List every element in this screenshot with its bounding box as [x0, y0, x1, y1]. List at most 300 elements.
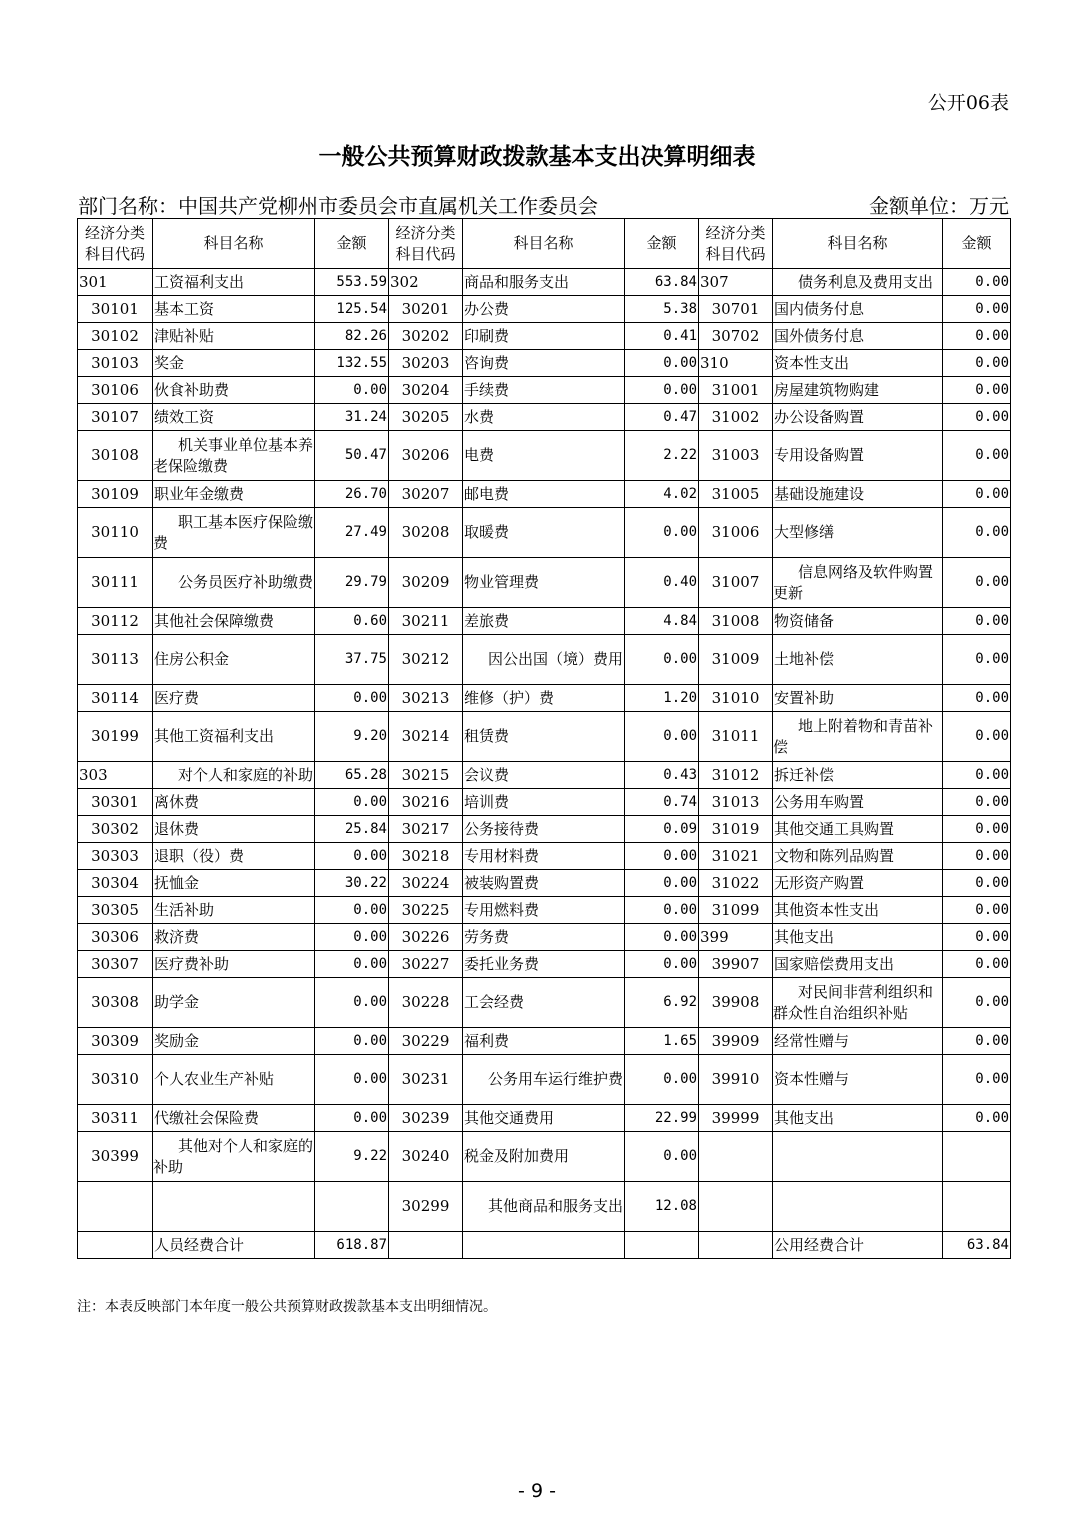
header-amount-2: 金额 — [625, 219, 699, 269]
cell-amount: 0.43 — [625, 762, 699, 789]
public-total-value: 63.84 — [943, 1232, 1011, 1259]
cell-code: 30112 — [78, 608, 153, 635]
cell-code: 30308 — [78, 978, 153, 1028]
cell-name: 商品和服务支出 — [463, 269, 625, 296]
cell-amount: 22.99 — [625, 1105, 699, 1132]
form-id: 公开06表 — [927, 92, 1009, 114]
cell-name: 职工基本医疗保险缴费 — [153, 508, 315, 558]
personnel-total-value: 618.87 — [315, 1232, 389, 1259]
cell-amount: 31.24 — [315, 404, 389, 431]
header-amount-1: 金额 — [315, 219, 389, 269]
cell-name: 医疗费 — [153, 685, 315, 712]
cell-amount: 0.60 — [315, 608, 389, 635]
cell-amount: 0.00 — [943, 712, 1011, 762]
cell-amount: 9.20 — [315, 712, 389, 762]
cell-amount: 0.00 — [315, 897, 389, 924]
cell-code: 30102 — [78, 323, 153, 350]
cell-name: 机关事业单位基本养老保险缴费 — [153, 431, 315, 481]
cell-name: 公务接待费 — [463, 816, 625, 843]
cell-name: 取暖费 — [463, 508, 625, 558]
cell-code — [699, 1132, 773, 1182]
cell-amount — [943, 1182, 1011, 1232]
cell-name: 工资福利支出 — [153, 269, 315, 296]
cell-amount: 9.22 — [315, 1132, 389, 1182]
cell-name: 对个人和家庭的补助 — [153, 762, 315, 789]
cell-name: 其他交通工具购置 — [773, 816, 943, 843]
cell-name: 物资储备 — [773, 608, 943, 635]
cell-name: 税金及附加费用 — [463, 1132, 625, 1182]
cell-amount: 0.00 — [943, 762, 1011, 789]
cell-code: 31019 — [699, 816, 773, 843]
cell-name: 委托业务费 — [463, 951, 625, 978]
cell-code: 30110 — [78, 508, 153, 558]
cell-amount: 125.54 — [315, 296, 389, 323]
cell-name: 退休费 — [153, 816, 315, 843]
cell-name: 工会经费 — [463, 978, 625, 1028]
cell-name — [153, 1182, 315, 1232]
table-header-row — [78, 219, 1011, 269]
cell-code: 30103 — [78, 350, 153, 377]
table-row — [78, 843, 1011, 870]
table-row — [78, 635, 1011, 685]
public-total-label: 公用经费合计 — [773, 1232, 943, 1259]
cell-amount: 0.00 — [315, 789, 389, 816]
cell-amount: 0.00 — [315, 843, 389, 870]
cell-code: 39910 — [699, 1055, 773, 1105]
cell-name: 办公费 — [463, 296, 625, 323]
cell-code: 31001 — [699, 377, 773, 404]
cell-name: 公务用车购置 — [773, 789, 943, 816]
table-row — [78, 296, 1011, 323]
cell-code: 30228 — [389, 978, 463, 1028]
cell-code: 30111 — [78, 558, 153, 608]
cell-name: 离休费 — [153, 789, 315, 816]
cell-amount: 0.00 — [315, 924, 389, 951]
cell-name: 手续费 — [463, 377, 625, 404]
header-name-1: 科目名称 — [153, 219, 315, 269]
cell-code: 30240 — [389, 1132, 463, 1182]
cell-name: 办公设备购置 — [773, 404, 943, 431]
cell-amount: 0.40 — [625, 558, 699, 608]
cell-name: 债务利息及费用支出 — [773, 269, 943, 296]
cell-amount: 0.00 — [943, 1105, 1011, 1132]
cell-amount: 0.00 — [315, 951, 389, 978]
cell-name: 房屋建筑物购建 — [773, 377, 943, 404]
cell-name: 土地补偿 — [773, 635, 943, 685]
cell-name: 其他对个人和家庭的补助 — [153, 1132, 315, 1182]
cell-amount: 0.00 — [943, 870, 1011, 897]
table-row — [78, 951, 1011, 978]
totals-row — [78, 1232, 1011, 1259]
cell-amount: 0.00 — [625, 870, 699, 897]
cell-name: 专用材料费 — [463, 843, 625, 870]
table-row — [78, 924, 1011, 951]
cell-name: 其他商品和服务支出 — [463, 1182, 625, 1232]
cell-amount — [315, 1182, 389, 1232]
cell-amount: 0.00 — [315, 685, 389, 712]
cell-name — [773, 1182, 943, 1232]
cell-code: 30231 — [389, 1055, 463, 1105]
table-row — [78, 816, 1011, 843]
table-row — [78, 870, 1011, 897]
cell-amount: 0.00 — [943, 924, 1011, 951]
cell-code: 30201 — [389, 296, 463, 323]
cell-code: 30239 — [389, 1105, 463, 1132]
cell-name: 资本性赠与 — [773, 1055, 943, 1105]
table-row — [78, 481, 1011, 508]
cell-code: 301 — [78, 269, 153, 296]
cell-name: 对民间非营利组织和群众性自治组织补贴 — [773, 978, 943, 1028]
cell-amount: 0.00 — [943, 481, 1011, 508]
cell-amount: 30.22 — [315, 870, 389, 897]
cell-name: 基本工资 — [153, 296, 315, 323]
cell-code: 30307 — [78, 951, 153, 978]
table-row — [78, 431, 1011, 481]
cell-code: 31021 — [699, 843, 773, 870]
cell-amount: 0.00 — [943, 789, 1011, 816]
cell-code: 31009 — [699, 635, 773, 685]
cell-amount: 1.20 — [625, 685, 699, 712]
cell-amount: 2.22 — [625, 431, 699, 481]
cell-code: 30209 — [389, 558, 463, 608]
cell-name: 其他交通费用 — [463, 1105, 625, 1132]
cell-amount: 0.00 — [625, 635, 699, 685]
cell-name: 咨询费 — [463, 350, 625, 377]
cell-name: 专用设备购置 — [773, 431, 943, 481]
table-row — [78, 269, 1011, 296]
table-row — [78, 897, 1011, 924]
cell-code: 307 — [699, 269, 773, 296]
cell-code: 39909 — [699, 1028, 773, 1055]
cell-code: 30306 — [78, 924, 153, 951]
cell-amount: 0.00 — [625, 1132, 699, 1182]
cell-amount: 0.00 — [625, 951, 699, 978]
cell-amount: 0.00 — [315, 377, 389, 404]
cell-code: 30199 — [78, 712, 153, 762]
cell-amount: 132.55 — [315, 350, 389, 377]
cell-code: 30108 — [78, 431, 153, 481]
cell-code: 310 — [699, 350, 773, 377]
header-amount-3: 金额 — [943, 219, 1011, 269]
cell-code: 30224 — [389, 870, 463, 897]
totals-blank — [625, 1232, 699, 1259]
table-row — [78, 978, 1011, 1028]
cell-name: 其他资本性支出 — [773, 897, 943, 924]
cell-amount: 1.65 — [625, 1028, 699, 1055]
cell-code: 31005 — [699, 481, 773, 508]
header-code-2: 经济分类科目代码 — [389, 219, 463, 269]
cell-name: 其他工资福利支出 — [153, 712, 315, 762]
cell-amount: 0.00 — [943, 635, 1011, 685]
cell-amount: 4.84 — [625, 608, 699, 635]
cell-code: 30213 — [389, 685, 463, 712]
cell-amount: 0.00 — [943, 431, 1011, 481]
cell-code: 31011 — [699, 712, 773, 762]
cell-amount: 0.00 — [943, 508, 1011, 558]
cell-name: 抚恤金 — [153, 870, 315, 897]
personnel-total-label: 人员经费合计 — [153, 1232, 315, 1259]
table-row — [78, 1132, 1011, 1182]
cell-amount: 0.09 — [625, 816, 699, 843]
table-row — [78, 377, 1011, 404]
cell-name: 专用燃料费 — [463, 897, 625, 924]
cell-amount: 0.00 — [943, 558, 1011, 608]
cell-amount: 0.00 — [315, 978, 389, 1028]
header-name-3: 科目名称 — [773, 219, 943, 269]
cell-code: 30217 — [389, 816, 463, 843]
cell-code: 31022 — [699, 870, 773, 897]
cell-code: 31002 — [699, 404, 773, 431]
cell-code: 39999 — [699, 1105, 773, 1132]
table-row — [78, 323, 1011, 350]
cell-amount: 0.00 — [625, 924, 699, 951]
amount-unit: 金额单位：万元 — [869, 194, 1009, 218]
cell-code: 31003 — [699, 431, 773, 481]
cell-amount: 0.00 — [943, 1028, 1011, 1055]
cell-name: 个人农业生产补贴 — [153, 1055, 315, 1105]
cell-name: 医疗费补助 — [153, 951, 315, 978]
totals-blank — [389, 1232, 463, 1259]
cell-code: 30204 — [389, 377, 463, 404]
header-code-1: 经济分类科目代码 — [78, 219, 153, 269]
cell-amount: 0.00 — [943, 897, 1011, 924]
cell-code: 31008 — [699, 608, 773, 635]
cell-name: 职业年金缴费 — [153, 481, 315, 508]
cell-amount: 0.00 — [943, 323, 1011, 350]
cell-code: 30702 — [699, 323, 773, 350]
table-row — [78, 685, 1011, 712]
cell-name: 文物和陈列品购置 — [773, 843, 943, 870]
cell-code — [78, 1182, 153, 1232]
cell-code: 31099 — [699, 897, 773, 924]
cell-amount: 12.08 — [625, 1182, 699, 1232]
cell-name: 物业管理费 — [463, 558, 625, 608]
cell-name: 信息网络及软件购置更新 — [773, 558, 943, 608]
cell-name: 国内债务付息 — [773, 296, 943, 323]
cell-code: 30106 — [78, 377, 153, 404]
cell-amount: 6.92 — [625, 978, 699, 1028]
cell-code: 30215 — [389, 762, 463, 789]
cell-name: 印刷费 — [463, 323, 625, 350]
cell-name: 其他支出 — [773, 924, 943, 951]
cell-name — [773, 1132, 943, 1182]
cell-name: 奖金 — [153, 350, 315, 377]
cell-amount: 4.02 — [625, 481, 699, 508]
cell-amount: 0.00 — [625, 897, 699, 924]
table-body — [78, 269, 1011, 1232]
cell-amount: 0.00 — [943, 404, 1011, 431]
cell-code: 30216 — [389, 789, 463, 816]
cell-amount: 0.00 — [625, 350, 699, 377]
cell-amount: 0.00 — [943, 350, 1011, 377]
cell-name: 国外债务付息 — [773, 323, 943, 350]
cell-code: 302 — [389, 269, 463, 296]
cell-name: 培训费 — [463, 789, 625, 816]
cell-amount: 0.00 — [943, 843, 1011, 870]
cell-code: 31006 — [699, 508, 773, 558]
cell-code: 30304 — [78, 870, 153, 897]
cell-amount: 0.00 — [943, 269, 1011, 296]
cell-amount: 0.00 — [625, 377, 699, 404]
table-row — [78, 404, 1011, 431]
cell-name: 退职（役）费 — [153, 843, 315, 870]
cell-name: 租赁费 — [463, 712, 625, 762]
cell-code: 30701 — [699, 296, 773, 323]
cell-code: 30399 — [78, 1132, 153, 1182]
cell-code: 30214 — [389, 712, 463, 762]
cell-amount: 0.00 — [315, 1105, 389, 1132]
cell-code: 30205 — [389, 404, 463, 431]
cell-code: 30202 — [389, 323, 463, 350]
cell-name: 生活补助 — [153, 897, 315, 924]
cell-code — [699, 1182, 773, 1232]
cell-name: 公务员医疗补助缴费 — [153, 558, 315, 608]
expenditure-table — [77, 218, 1011, 1259]
table-row — [78, 1055, 1011, 1105]
table-row — [78, 762, 1011, 789]
cell-code: 30203 — [389, 350, 463, 377]
table-row — [78, 1028, 1011, 1055]
cell-code: 30303 — [78, 843, 153, 870]
cell-code: 31013 — [699, 789, 773, 816]
cell-code: 30311 — [78, 1105, 153, 1132]
page-title: 一般公共预算财政拨款基本支出决算明细表 — [318, 144, 756, 170]
cell-amount: 0.47 — [625, 404, 699, 431]
cell-name: 住房公积金 — [153, 635, 315, 685]
cell-name: 伙食补助费 — [153, 377, 315, 404]
cell-code: 399 — [699, 924, 773, 951]
cell-code: 30309 — [78, 1028, 153, 1055]
table-note: 注：本表反映部门本年度一般公共预算财政拨款基本支出明细情况。 — [77, 1299, 497, 1315]
table-row — [78, 558, 1011, 608]
cell-code: 39908 — [699, 978, 773, 1028]
cell-code: 30113 — [78, 635, 153, 685]
cell-code: 30226 — [389, 924, 463, 951]
cell-code: 30206 — [389, 431, 463, 481]
cell-amount: 0.00 — [625, 712, 699, 762]
cell-name: 无形资产购置 — [773, 870, 943, 897]
cell-code: 31012 — [699, 762, 773, 789]
cell-amount: 25.84 — [315, 816, 389, 843]
totals-blank — [463, 1232, 625, 1259]
cell-code: 31010 — [699, 685, 773, 712]
cell-code: 30114 — [78, 685, 153, 712]
cell-amount: 0.00 — [625, 843, 699, 870]
cell-code: 30212 — [389, 635, 463, 685]
cell-amount: 0.00 — [943, 685, 1011, 712]
cell-code: 31007 — [699, 558, 773, 608]
page-number: - 9 - — [518, 1480, 556, 1502]
cell-amount: 5.38 — [625, 296, 699, 323]
cell-name: 资本性支出 — [773, 350, 943, 377]
cell-code: 30218 — [389, 843, 463, 870]
cell-amount — [943, 1132, 1011, 1182]
cell-name: 差旅费 — [463, 608, 625, 635]
cell-amount: 0.00 — [943, 608, 1011, 635]
cell-name: 劳务费 — [463, 924, 625, 951]
table-row — [78, 1105, 1011, 1132]
cell-name: 地上附着物和青苗补偿 — [773, 712, 943, 762]
cell-amount: 0.00 — [625, 1055, 699, 1105]
cell-amount: 0.00 — [943, 296, 1011, 323]
cell-amount: 50.47 — [315, 431, 389, 481]
cell-code: 30310 — [78, 1055, 153, 1105]
cell-name: 会议费 — [463, 762, 625, 789]
cell-code: 30301 — [78, 789, 153, 816]
cell-amount: 0.00 — [315, 1028, 389, 1055]
cell-amount: 0.00 — [943, 377, 1011, 404]
cell-name: 其他社会保障缴费 — [153, 608, 315, 635]
cell-code: 30302 — [78, 816, 153, 843]
cell-amount: 26.70 — [315, 481, 389, 508]
cell-amount: 553.59 — [315, 269, 389, 296]
cell-name: 电费 — [463, 431, 625, 481]
cell-amount: 82.26 — [315, 323, 389, 350]
cell-code: 303 — [78, 762, 153, 789]
cell-amount: 0.00 — [943, 951, 1011, 978]
cell-code: 39907 — [699, 951, 773, 978]
cell-amount: 0.00 — [943, 816, 1011, 843]
cell-amount: 29.79 — [315, 558, 389, 608]
cell-code: 30211 — [389, 608, 463, 635]
cell-name: 被装购置费 — [463, 870, 625, 897]
cell-code: 30101 — [78, 296, 153, 323]
cell-name: 大型修缮 — [773, 508, 943, 558]
cell-name: 基础设施建设 — [773, 481, 943, 508]
cell-code: 30229 — [389, 1028, 463, 1055]
cell-code: 30107 — [78, 404, 153, 431]
cell-name: 国家赔偿费用支出 — [773, 951, 943, 978]
cell-name: 因公出国（境）费用 — [463, 635, 625, 685]
cell-amount: 0.00 — [315, 1055, 389, 1105]
cell-name: 绩效工资 — [153, 404, 315, 431]
cell-name: 代缴社会保险费 — [153, 1105, 315, 1132]
cell-amount: 63.84 — [625, 269, 699, 296]
cell-name: 奖励金 — [153, 1028, 315, 1055]
cell-name: 公务用车运行维护费 — [463, 1055, 625, 1105]
cell-amount: 0.74 — [625, 789, 699, 816]
table-row — [78, 508, 1011, 558]
cell-name: 水费 — [463, 404, 625, 431]
table-row — [78, 608, 1011, 635]
cell-code: 30208 — [389, 508, 463, 558]
cell-amount: 65.28 — [315, 762, 389, 789]
department-name: 部门名称：中国共产党柳州市委员会市直属机关工作委员会 — [78, 194, 598, 218]
cell-name: 安置补助 — [773, 685, 943, 712]
cell-code: 30225 — [389, 897, 463, 924]
cell-code: 30305 — [78, 897, 153, 924]
cell-name: 福利费 — [463, 1028, 625, 1055]
cell-amount: 37.75 — [315, 635, 389, 685]
cell-amount: 0.00 — [943, 1055, 1011, 1105]
cell-name: 拆迁补偿 — [773, 762, 943, 789]
table-row — [78, 789, 1011, 816]
cell-name: 其他支出 — [773, 1105, 943, 1132]
cell-name: 救济费 — [153, 924, 315, 951]
table-row — [78, 1182, 1011, 1232]
header-code-3: 经济分类科目代码 — [699, 219, 773, 269]
cell-name: 助学金 — [153, 978, 315, 1028]
cell-name: 津贴补贴 — [153, 323, 315, 350]
totals-blank — [78, 1232, 153, 1259]
cell-code: 30207 — [389, 481, 463, 508]
cell-amount: 0.00 — [625, 508, 699, 558]
cell-amount: 0.41 — [625, 323, 699, 350]
cell-code: 30109 — [78, 481, 153, 508]
cell-code: 30299 — [389, 1182, 463, 1232]
cell-amount: 0.00 — [943, 978, 1011, 1028]
cell-name: 邮电费 — [463, 481, 625, 508]
